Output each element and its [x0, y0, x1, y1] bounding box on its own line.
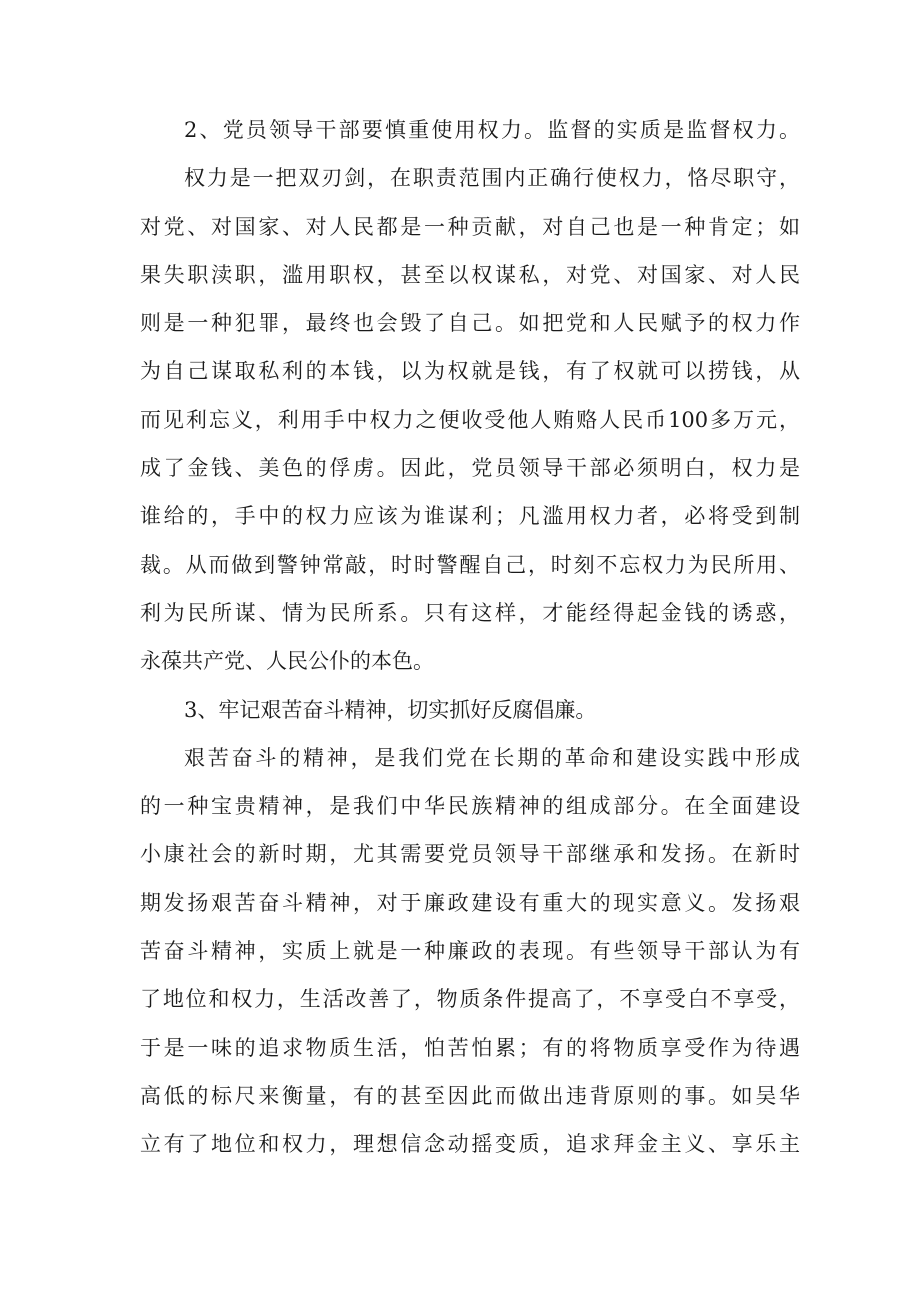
paragraph-line: 为自己谋取私利的本钱，以为权就是钱，有了权就可以捞钱，从	[140, 359, 800, 384]
document-page	[140, 106, 800, 1169]
paragraph-line: 高低的标尺来衡量，有的甚至因此而做出违背原则的事。如吴华	[140, 1083, 800, 1108]
paragraph-line: 永葆共产党、人民公仆的本色。	[140, 649, 434, 674]
paragraph-line: 艰苦奋斗的精神，是我们党在长期的革命和建设实践中形成	[184, 745, 800, 770]
paragraph-line: 小康社会的新时期，尤其需要党员领导干部继承和发扬。在新时	[140, 842, 800, 867]
paragraph-line: 苦奋斗精神，实质上就是一种廉政的表现。有些领导干部认为有	[140, 939, 800, 964]
paragraph-line: 利为民所谋、情为民所系。只有这样，才能经得起金钱的诱惑，	[140, 600, 800, 625]
paragraph-line: 对党、对国家、对人民都是一种贡献，对自己也是一种肯定；如	[140, 214, 800, 239]
paragraph-line: 裁。从而做到警钟常敲，时时警醒自己，时刻不忘权力为民所用、	[140, 552, 800, 577]
paragraph-line: 而见利忘义，利用手中权力之便收受他人贿赂人民币100多万元，	[140, 407, 800, 432]
heading-3: 3、牢记艰苦奋斗精神，切实抓好反腐倡廉。	[184, 697, 597, 722]
paragraph-line: 于是一味的追求物质生活，怕苦怕累；有的将物质享受作为待遇	[140, 1035, 800, 1060]
paragraph-line: 了地位和权力，生活改善了，物质条件提高了，不享受白不享受，	[140, 987, 800, 1012]
paragraph-line: 的一种宝贵精神，是我们中华民族精神的组成部分。在全面建设	[140, 794, 800, 819]
paragraph-line: 谁给的，手中的权力应该为谁谋利；凡滥用权力者，必将受到制	[140, 504, 800, 529]
heading-2: 2、党员领导干部要慎重使用权力。监督的实质是监督权力。	[184, 118, 800, 142]
paragraph-line: 权力是一把双刃剑，在职责范围内正确行使权力，恪尽职守，	[184, 166, 800, 191]
paragraph-line: 期发扬艰苦奋斗精神，对于廉政建设有重大的现实意义。发扬艰	[140, 890, 800, 915]
paragraph-line: 成了金钱、美色的俘虏。因此，党员领导干部必须明白，权力是	[140, 456, 800, 481]
paragraph-line: 立有了地位和权力，理想信念动摇变质，追求拜金主义、享乐主	[140, 1132, 800, 1157]
paragraph-line: 则是一种犯罪，最终也会毁了自己。如把党和人民赋予的权力作	[140, 311, 800, 336]
paragraph-line: 果失职渎职，滥用职权，甚至以权谋私，对党、对国家、对人民	[140, 262, 800, 287]
